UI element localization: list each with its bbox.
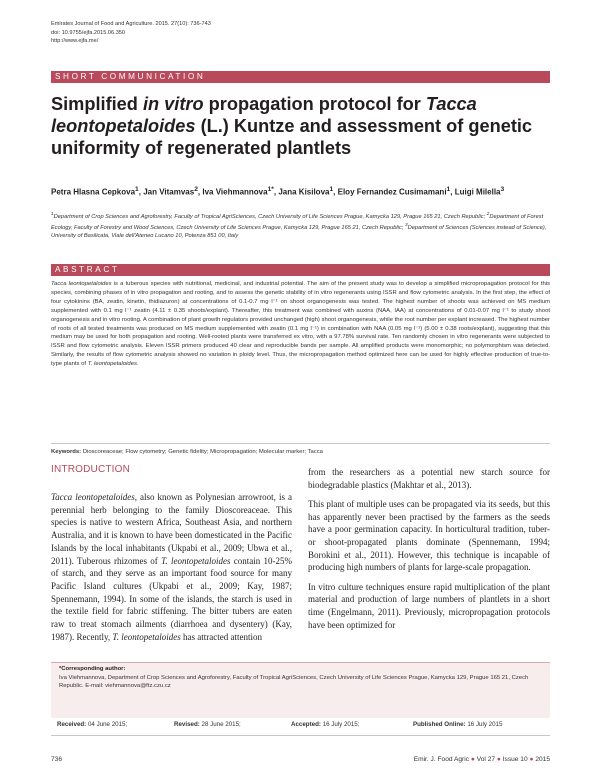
journal-header: [51, 20, 211, 46]
affiliation: Department of Crop Sciences and Agroforestry, Faculty of Tropical AgriSciences, Czech University of Life Sciences Prague, Kamycka 129, Prague 165 21, Czech Republic;: [53, 213, 486, 220]
introduction-heading: INTRODUCTION: [51, 464, 131, 475]
section-label-bar: [51, 71, 550, 83]
paragraph: from the researchers as a potential new starch source for biodegradable plastics (Makhtar et al., 2013).: [308, 467, 550, 490]
paragraph: [51, 491, 292, 643]
date-value: 28 June 2015;: [201, 721, 241, 728]
affiliation: Department of Sciences (Sciences instead of Science), University of Basilicata, Viale dell'Ateneo Lucano 10, Potenza 851 00, Italy: [51, 224, 547, 240]
received-date: [57, 721, 127, 728]
author-sup: 1: [135, 186, 139, 193]
journal-citation: Emirates Journal of Food and Agriculture. 2015. 27(10): 736-743: [51, 21, 211, 27]
author-sup: 1: [329, 186, 334, 193]
affil-sup: 3: [404, 222, 408, 228]
date-value: 04 June 2015;: [87, 721, 128, 728]
author-sup: 1*: [267, 186, 274, 193]
species-name: T. leontopetaloides: [112, 631, 181, 642]
affiliation: Department of Forest Ecology, Faculty of Forestry and Wood Sciences, Czech University of Life Sciences Prague, Kamycka 129, Prague 165 21, Czech Republic;: [51, 213, 544, 231]
abstract-heading: ABSTRACT: [55, 265, 120, 274]
author-list: Petra Hlasna Cepkova$^1$, Jan Vitamvas$^2$, Iva Viehmannova$^{1*}$, Jana Kisilova$^1$, Eloy Fernandez Cusimamani$^1$, Luigi Milella$^3$: [51, 186, 505, 197]
title-part: Simplified: [51, 94, 143, 114]
author-sup: 2: [194, 186, 198, 193]
abstract-species: T. leontopetaloides: [87, 361, 137, 368]
citation-volume: Vol 27: [476, 756, 496, 763]
bullet-icon: ●: [470, 756, 475, 763]
abstract-heading-bar: [51, 264, 550, 276]
text-run: contain 10-25% of starch, and they serve as an important food source for many Pacific Island cultures (Ukpabi et al., 2009; Kay, 1987; Spennemann, 1994). In some of the islands, the starch is used in the textile field for fabric stiffening. The bitter tubers are eaten raw to treat stomach ailments (diarrhoea and dysentery) (Kay, 1987). Recently,: [51, 555, 293, 642]
keywords: [51, 448, 550, 456]
affil-sup: 1: [51, 212, 54, 217]
date-label: Accepted:: [291, 721, 321, 728]
author-sup: 1: [446, 186, 451, 193]
species-name: T. leontopetaloides: [161, 555, 231, 566]
text-run: , also known as Polynesian arrowroot, is a perennial herb belonging to the family Dioscoreaceae. This species is native to western Africa, Southeast Asia, and northern Australia, and it is known to have been domesticated in the Pacific Islands by the local inhabitants (Ukpabi et al., 2009; Ubwa et al., 2011). Tuberous rhizomes of: [51, 492, 292, 566]
published-date: [413, 721, 502, 728]
date-label: Revised:: [174, 721, 200, 728]
section-label: SHORT COMMUNICATION: [55, 72, 206, 81]
footer-citation: [414, 756, 550, 763]
abstract-text: is a tuberous species with nutritional, medicinal, and industrial potential. The aim of the present study was to develop a simplified micropropagation protocol for this species, combining phases of in vitro propagation and rooting, and to assess the genetic stability of in vitro regenerants using ISSR and flow cytometric analysis. In the first step, the effect of four cytokinins (BA, zeatin, kinetin, thidiazuron) at concentrations of 0.1-0.7 mg l⁻¹ on shoot organogenesis was tested. The highest number of shoots was achieved on MS medium supplemented with 0.1 mg l⁻¹ zeatin (4.11 ± 0.35 shoots/explant). Thereafter, this treatment was combined with auxins (NAA, IAA) at concentrations of 0.01-0.07 mg l⁻¹ to study shoot organogenesis and in vitro rooting. A combination of plant growth regulators provided unchanged (high) shoot organogenesis, while the root number per explant increased. The highest number of roots of all tested treatments was produced on MS medium supplemented with zeatin (0.1 mg l⁻¹) in combination with NAA (0.05 mg l⁻¹) (5.00 ± 0.38 roots/explant), suggesting that this medium may be used for both propagation and rooting. Well-rooted plants were transferred ex vitro, with a 97.78% survival rate. Ten randomly chosen in vitro regenerants were subjected to ISSR and flow cytometric analysis. Eleven ISSR primers produced 40 clear and reproducible bands per sample. All amplified products were monomorphic; no polymorphism was detected. Similarly, the results of flow cytometric analysis showed no variation in ploidy level. Thus, the micropropagation method optimized here can be used for highly effective production of true-to-type plants of: [51, 281, 550, 368]
citation-year: 2015: [535, 756, 550, 763]
date-value: 16 July 2015;: [322, 721, 360, 728]
keywords-text: Dioscoreaceae; Flow cytometry; Genetic fidelity; Micropropagation; Molecular marker; Tacca: [81, 449, 323, 455]
revised-date: [174, 721, 241, 728]
right-column: [308, 466, 550, 638]
keywords-label: Keywords:: [51, 449, 82, 455]
date-value: 16 July 2015: [467, 721, 503, 728]
left-column: [51, 491, 292, 650]
paper-title: [51, 93, 551, 159]
bullet-icon: ●: [529, 756, 534, 763]
author: Petra Hlasna Cepkova: [51, 187, 136, 197]
page-number: 736: [51, 756, 63, 763]
author-sup: 3: [500, 186, 505, 193]
title-italic: in vitro: [142, 94, 204, 114]
journal-url[interactable]: http://www.ejfa.me/: [51, 38, 99, 45]
citation-issue: Issue 10: [502, 756, 528, 763]
date-label: Published Online:: [413, 721, 466, 728]
citation-journal: Emir. J. Food Agric: [413, 756, 470, 763]
title-part: propagation protocol for: [203, 94, 426, 114]
author: Luigi Milella: [454, 187, 501, 197]
text-run: has attracted attention: [180, 631, 262, 642]
accepted-date: [291, 721, 359, 728]
doi: doi: 10.9755/ejfa.2015.06.350: [51, 29, 126, 36]
abstract-end: .: [136, 361, 139, 368]
abstract-species: Tacca leontopetaloides: [51, 281, 112, 287]
bullet-icon: ●: [496, 756, 501, 763]
author: Eloy Fernandez Cusimamani: [337, 187, 447, 197]
divider: [51, 735, 550, 736]
affiliations: [51, 211, 551, 241]
author: Jan Vitamvas: [143, 187, 195, 197]
corresponding-text: Iva Viehmannova, Department of Crop Sciences and Agroforestry, Faculty of Tropical AgriSciences, Czech University of Life Sciences Prague, Kamycka 129, Prague 165 21, Czech Republic. E-mail: viehmannova@ftz.czu.cz: [59, 674, 529, 689]
species-name: Tacca leontopetaloides: [51, 492, 135, 502]
title-italic: Tacca leontopetaloides: [51, 94, 477, 136]
paragraph: This plant of multiple uses can be propagated via its seeds, but this has apparently never been practised by the farmers as the seeds have a poor germination capacity. In horticultural tradition, tuber- or shoot-propagated plants dominate (Spennemann, 1994; Borokini et al., 2011). However, this technique is incapable of producing high numbers of plants for large-scale propagation.: [308, 498, 550, 573]
author: Jana Kisilova: [278, 187, 330, 197]
corresponding-label: *Corresponding author:: [59, 666, 126, 672]
date-label: Received:: [57, 721, 87, 728]
author: Iva Viehmannova: [202, 187, 268, 197]
abstract-body: [51, 280, 550, 369]
paragraph: In vitro culture techniques ensure rapid multiplication of the plant material and production of large numbers of plantlets in a short time (Engelmann, 2011). Previously, micropropagation protocols have been optimized for: [308, 581, 550, 630]
corresponding-author-box: [51, 662, 550, 718]
affil-sup: 2: [486, 212, 490, 217]
divider: [51, 443, 550, 444]
title-part: (L.) Kuntze and assessment of genetic uniformity of regenerated plantlets: [51, 116, 533, 158]
